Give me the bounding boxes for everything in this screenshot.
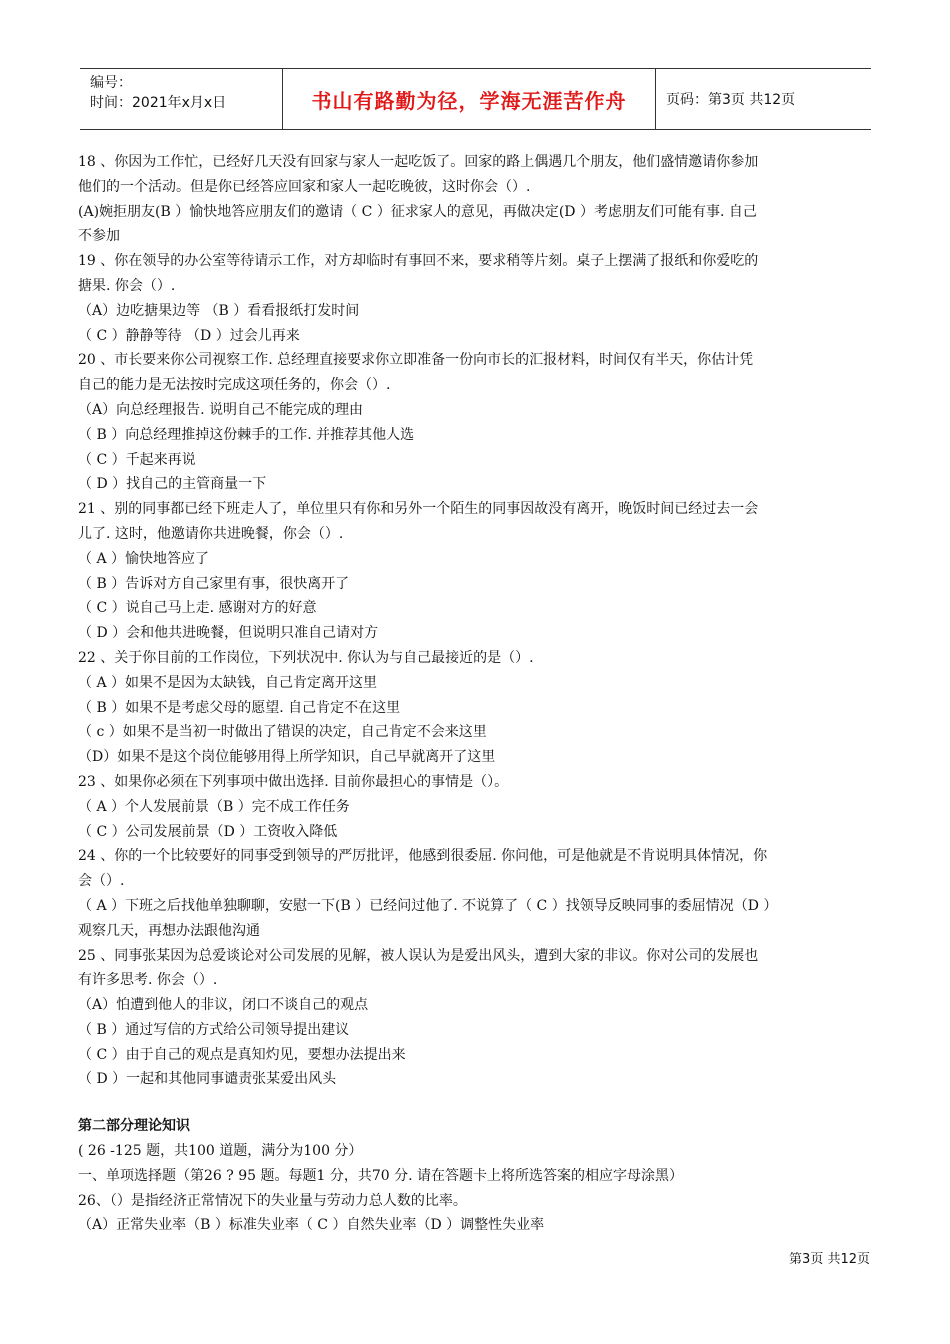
text-line: （ B ）通过写信的方式给公司领导提出建议	[78, 1021, 350, 1038]
text-line: （D）如果不是这个岗位能够用得上所学知识，自己早就离开了这里	[78, 749, 496, 766]
text-line: 21 、别的同事都已经下班走人了，单位里只有你和另外一个陌生的同事因故没有离开，晚饭时间已经过去一会	[78, 501, 759, 518]
text-line: （ B ）向总经理推掉这份棘手的工作. 并推荐其他人选	[78, 426, 415, 443]
text-line: 25 、同事张某因为总爱谈论对公司发展的见解，被人误认为是爱出风头，遭到大家的非议。你对公司的发展也	[78, 947, 759, 964]
text-line: （A）正常失业率（B ）标准失业率（ C ）自然失业率（D ）调整性失业率	[78, 1217, 545, 1234]
page-footer: 第3页 共12页	[789, 1252, 870, 1267]
text-line: （ A ）个人发展前景（B ）完不成工作任务	[78, 798, 350, 815]
text-line: 22 、关于你目前的工作岗位，下列状况中. 你认为与自己最接近的是（）.	[78, 649, 534, 666]
text-line: 19 、你在领导的办公室等待请示工作，对方却临时有事回不来，要求稍等片刻。桌子上摆满了报纸和你爱吃的	[78, 253, 759, 270]
page-header	[80, 68, 871, 130]
header-meta	[80, 69, 282, 129]
text-line: （ C ）静静等待 （D ）过会儿再来	[78, 327, 300, 344]
text-line: 搪果. 你会（）.	[78, 277, 176, 294]
text-line: （ c ）如果不是当初一时做出了错误的决定，自己肯定不会来这里	[78, 724, 487, 741]
text-line: 24 、你的一个比较要好的同事受到领导的严厉批评，他感到很委屈. 你问他，可是他就是不肯说明具体情况，你	[78, 848, 768, 865]
text-line: （ A ）愉快地答应了	[78, 550, 210, 567]
document-body	[78, 150, 878, 1238]
text-line: 自己的能力是无法按时完成这项任务的，你会（）.	[78, 377, 391, 394]
text-line: （ C ）千起来再说	[78, 451, 196, 468]
text-line: （A）边吃搪果边等 （B ）看看报纸打发时间	[78, 302, 360, 319]
text-line: （ A ）如果不是因为太缺钱，自己肯定离开这里	[78, 674, 378, 691]
text-line: 23 、如果你必须在下列事项中做出选择. 目前你最担心的事情是（）。	[78, 773, 509, 790]
text-line: （ D ）会和他共进晚餐，但说明只准自己请对方	[78, 625, 379, 642]
text-line: 18 、你因为工作忙，已经好几天没有回家与家人一起吃饭了。回家的路上偶遇几个朋友，他们盛情邀请你参加	[78, 154, 759, 170]
text-line: （ C ）由于自己的观点是真知灼见，要想办法提出来	[78, 1046, 406, 1063]
section-heading: 第二部分理论知识	[78, 1118, 190, 1135]
text-line: （ B ）告诉对方自己家里有事，很快离开了	[78, 575, 350, 592]
text-line: （A）怕遭到他人的非议，闭口不谈自己的观点	[78, 997, 369, 1014]
text-line: 有许多思考. 你会（）.	[78, 972, 218, 989]
text-line: 26、（）是指经济正常情况下的失业量与劳动力总人数的比率。	[78, 1192, 467, 1209]
text-line: （ D ）一起和其他同事谴责张某爱出风头	[78, 1071, 337, 1088]
text-line: （ C ）说自己马上走. 感谢对方的好意	[78, 600, 317, 617]
header-motto: 书山有路勤为径，学海无涯苦作舟	[282, 69, 656, 129]
text-line: （ D ）找自己的主管商量一下	[78, 476, 267, 493]
text-line: （ A ）下班之后找他单独聊聊，安慰一下(B ）已经问过他了. 不说算了（ C ）找领导反映同事的委屈情况（D ）	[78, 897, 778, 914]
text-line: 会（）.	[78, 873, 125, 890]
section-spacer	[78, 1092, 878, 1114]
doc-time-label: 时间：2021年x月x日	[90, 95, 227, 111]
text-line: (A)婉拒朋友(B ）愉快地答应朋友们的邀请（ C ）征求家人的意见，再做决定(D ）考虑朋友们可能有事. 自己	[78, 203, 757, 220]
text-line: （ B ）如果不是考虑父母的愿望. 自己肯定不在这里	[78, 699, 401, 716]
doc-number-label: 编号：	[90, 75, 132, 91]
text-line: 观察几天，再想办法跟他沟通	[78, 922, 260, 939]
text-line: 20 、市长要来你公司视察工作. 总经理直接要求你立即准备一份向市长的汇报材料，时间仅有半天，你估计凭	[78, 352, 754, 369]
text-line: 他们的一个活动。但是你已经答应回家和家人一起吃晚彼，这时你会（）.	[78, 178, 531, 195]
text-line: ( 26 -125 题，共100 道题，满分为100 分）	[78, 1143, 363, 1160]
text-line: （ C ）公司发展前景（D ）工资收入降低	[78, 823, 338, 840]
text-line: 儿了. 这时，他邀请你共进晚餐，你会（）.	[78, 525, 344, 542]
text-line: 不参加	[78, 228, 120, 245]
header-page-label: 页码：第3页 共12页	[666, 92, 796, 108]
text-line: （A）向总经理报告. 说明自己不能完成的理由	[78, 401, 364, 418]
text-line: 一、单项选择题（第26 ? 95 题。每题1 分，共70 分. 请在答题卡上将所选答案的相应字母涂黑）	[78, 1167, 684, 1184]
